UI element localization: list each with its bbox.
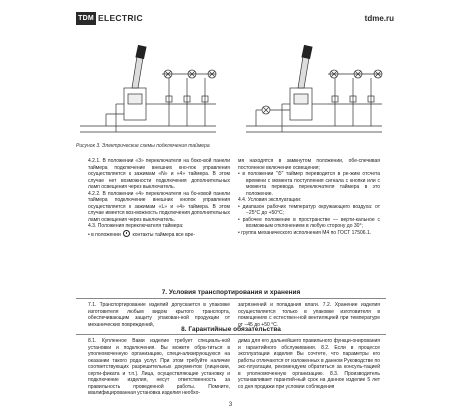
figure-caption: Рисунок 3. Электрические схемы подключения таймера bbox=[76, 143, 210, 149]
wiring-diagram-right bbox=[246, 45, 382, 132]
site-link[interactable]: tdme.ru bbox=[364, 14, 394, 23]
on-position-icon bbox=[123, 230, 130, 237]
list-item: • диапазон рабочих температур окружающего воздуха: от −25°С до +50°С; bbox=[238, 203, 381, 217]
paragraph: мя находятся в замкнутом положении, обе-спечивая постоянное включение освещения; bbox=[238, 158, 380, 171]
paragraph: 4.4. Условия эксплуатации: bbox=[238, 197, 302, 204]
section4-right-column bbox=[238, 158, 380, 237]
section7-left-column: 7.1. Транспортирование изделий допускается в упаковке изготовителя любым видом крытого транспорта, обеспечивающим защиту упакован-ной продукции от механических повреждений, bbox=[88, 302, 230, 328]
paragraph: 4.2.2. В положении «4» переключателя на бо-ковой панели таймера подключение внешних кнопок управления осуществляется к зажимам «L» и «4» таймера. В этом случае имеется воз-можность подключения дополнительных ламп освещения через выключатель. bbox=[88, 190, 230, 223]
wiring-diagrams bbox=[76, 44, 386, 139]
brand-logo: TDM bbox=[76, 12, 96, 25]
list-item: • группа механического исполнения М4 по ГОСТ 17506.1. bbox=[238, 230, 372, 237]
section4-left-column bbox=[88, 158, 230, 239]
page-header bbox=[0, 0, 461, 36]
section-8-title: 8. Гарантийные обязательства bbox=[181, 326, 281, 333]
page-number: 3 bbox=[228, 402, 233, 408]
paragraph: 4.2.1. В положении «3» переключателя на боко-вой панели таймера подключение внешних кно-пок управления осуществляется к зажимам «N» и «4» таймера. В этом случае нет возможности подключения дополнительных ламп освещения через выключатель. bbox=[88, 158, 230, 191]
section7-right-column: загрязнений и попадания влаги. 7.2. Хранение изделия осуществляется только в упаковке изготовителя в помещениях с естествен-ной вентиляцией при температуре от −45 до +50 °С. bbox=[238, 302, 380, 328]
list-item-text: в положении bbox=[91, 232, 121, 239]
list-item: • в положении контакты таймера все вре- bbox=[88, 232, 195, 239]
paragraph: 4.3. Положения переключателя таймера: bbox=[88, 223, 184, 230]
wiring-diagram-left bbox=[80, 45, 216, 132]
list-item: • в положении "⏱" таймер переводится в ре-жим отсчета времени с момента поступления сигнала с кнопки или с момента перевода переключателя таймера в это положение. bbox=[238, 171, 381, 197]
section-7-title: 7. Условия транспортирования и хранения bbox=[161, 289, 301, 296]
list-item: • рабочее положение в пространстве — верти-кальное с возможным отклонением в любую сторону до 30°; bbox=[238, 216, 380, 230]
section8-right-column: дима для его дальнейшего правильного функци-онирования и гарантийного обслуживания. 8.2. Если в процессе эксплуатации изделия Вы сочтете, что параметры его работы отличаются от изложенных в данном Руководстве по экс-плуатации, рекомендуем обратиться за консуль-тацией в уполномоченную организацию. 8.3. Производитель устанавливает гарантий-ный срок на данное изделие 5 лет со дня продажи при условии соблюдения bbox=[238, 338, 380, 390]
section8-left-column: 8.1. Купленное Вами изделие требует специаль-ной установки и подключения. Вы можете обра-титься в уполномоченную организацию, специ-ализирующуюся на оказании такого рода услуг. При этом требуйте наличие соответствующих разрешительных документов (лицензии, серти-фиката и т.п.). Лица, осуществляющие установку и подключение изделия, несут ответственность за правильность проведенной работы. Помните, квалифицированная установка изделия необхо- bbox=[88, 338, 230, 397]
list-item-text: контакты таймера все вре- bbox=[132, 232, 195, 239]
divider bbox=[76, 298, 386, 299]
divider bbox=[76, 334, 386, 335]
brand-logo-word: ELECTRIC bbox=[98, 13, 143, 23]
